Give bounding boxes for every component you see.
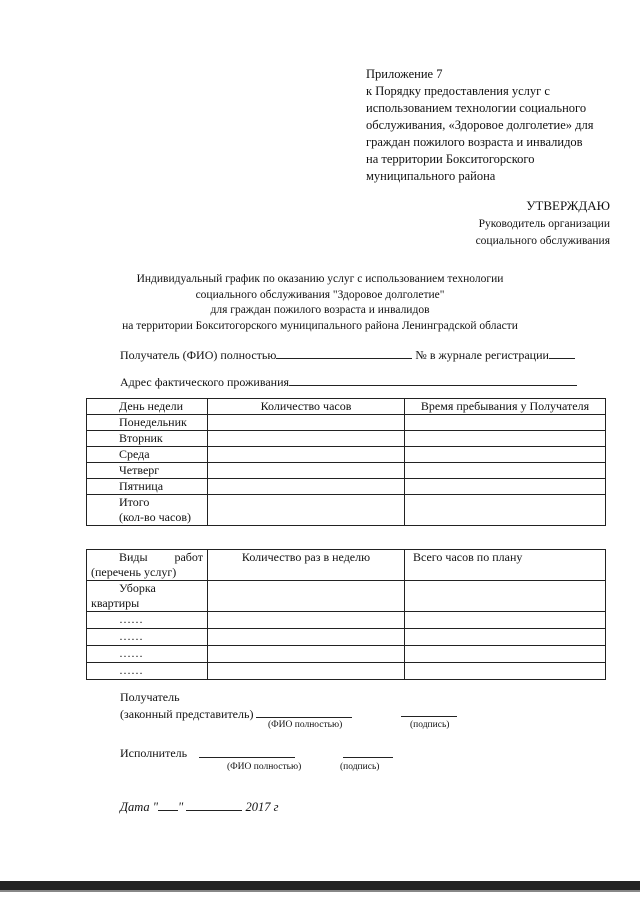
hours-cell[interactable]	[208, 431, 405, 447]
day-cell: Пятница	[87, 479, 208, 495]
approval-title: УТВЕРЖДАЮ	[526, 198, 610, 213]
table-row	[87, 646, 606, 663]
table-row	[87, 629, 606, 646]
recipient-signature-label: Получатель	[120, 690, 180, 704]
time-cell[interactable]	[405, 431, 606, 447]
title-line: на территории Бокситогорского муниципального района Ленинградской области	[122, 319, 518, 332]
approval-line: Руководитель организации	[478, 218, 610, 230]
service-name: квартиры	[91, 596, 140, 610]
table-header-row	[87, 550, 606, 581]
document-title	[0, 272, 640, 334]
hours-cell[interactable]	[208, 447, 405, 463]
table-row	[87, 463, 606, 479]
total-label: Итого	[119, 495, 150, 509]
column-header	[87, 550, 208, 581]
recipient-signature-field[interactable]	[401, 716, 457, 717]
hours-cell[interactable]	[208, 463, 405, 479]
date-year: 2017 г	[245, 800, 279, 814]
total-hours-cell[interactable]	[208, 495, 405, 526]
column-header: Всего часов по плану	[405, 550, 606, 581]
date-quote: "	[178, 800, 184, 814]
address-row	[120, 374, 577, 390]
representative-label: (законный представитель)	[120, 707, 254, 721]
appendix-line: использованием технологии социального	[366, 101, 587, 115]
address-field[interactable]	[289, 374, 577, 386]
total-cell	[87, 495, 208, 526]
table-row	[87, 447, 606, 463]
table-row	[87, 663, 606, 680]
time-cell[interactable]	[405, 479, 606, 495]
scan-edge	[0, 881, 640, 890]
date-month-field[interactable]	[186, 799, 242, 811]
journal-number-field[interactable]	[549, 347, 575, 359]
times-per-week-cell[interactable]	[208, 629, 405, 646]
appendix-line: к Порядку предоставления услуг с	[366, 84, 550, 98]
fio-caption: (ФИО полностью)	[268, 720, 343, 730]
table-row	[87, 479, 606, 495]
service-cell: ……	[87, 629, 208, 646]
recipient-fio-field[interactable]	[256, 706, 352, 718]
appendix-line: граждан пожилого возраста и инвалидов	[366, 135, 583, 149]
journal-label: № в журнале регистрации	[415, 348, 549, 362]
executor-signature-field[interactable]	[343, 757, 393, 758]
appendix-line: муниципального района	[366, 169, 496, 183]
table-row	[87, 415, 606, 431]
date-row	[120, 799, 279, 815]
times-per-week-cell[interactable]	[208, 663, 405, 680]
header-word: работ	[174, 550, 203, 564]
signature-caption: (подпись)	[410, 720, 450, 730]
hours-cell[interactable]	[208, 479, 405, 495]
time-cell[interactable]	[405, 415, 606, 431]
recipient-label: Получатель (ФИО) полностью	[120, 348, 277, 362]
time-cell[interactable]	[405, 447, 606, 463]
title-line: Индивидуальный график по оказанию услуг с использованием технологии	[136, 273, 504, 285]
scan-edge	[0, 890, 640, 892]
column-header: День недели	[87, 399, 208, 415]
hours-cell[interactable]	[208, 415, 405, 431]
table-row	[87, 612, 606, 629]
title-line: социального обслуживания "Здоровое долголетие"	[195, 288, 445, 301]
appendix-header	[366, 66, 593, 185]
title-line: для граждан пожилого возраста и инвалидов	[210, 304, 430, 316]
service-cell: ……	[87, 646, 208, 663]
day-cell: Понедельник	[87, 415, 208, 431]
column-header: Количество раз в неделю	[208, 550, 405, 581]
schedule-table	[86, 398, 606, 526]
appendix-line: обслуживания, «Здоровое долголетие» для	[366, 118, 594, 132]
header-word: (перечень услуг)	[91, 565, 177, 579]
executor-fio-field[interactable]	[199, 757, 295, 758]
total-hours-cell[interactable]	[405, 581, 606, 612]
table-row	[87, 431, 606, 447]
total-hours-cell[interactable]	[405, 646, 606, 663]
day-cell: Вторник	[87, 431, 208, 447]
service-name: Уборка	[119, 581, 156, 595]
total-row	[87, 495, 606, 526]
service-cell: ……	[87, 612, 208, 629]
total-hours-cell[interactable]	[405, 612, 606, 629]
recipient-row	[120, 347, 575, 363]
total-hours-cell[interactable]	[405, 629, 606, 646]
total-time-cell[interactable]	[405, 495, 606, 526]
approval-line: социального обслуживания	[475, 235, 610, 247]
executor-label: Исполнитель	[120, 746, 188, 760]
total-sublabel: (кол-во часов)	[119, 510, 191, 524]
column-header: Время пребывания у Получателя	[405, 399, 606, 415]
recipient-name-field[interactable]	[276, 347, 412, 359]
appendix-line: на территории Бокситогорского	[366, 152, 535, 166]
appendix-line: Приложение 7	[366, 67, 443, 81]
service-cell: ……	[87, 663, 208, 680]
table-row	[87, 581, 606, 612]
times-per-week-cell[interactable]	[208, 646, 405, 663]
total-hours-cell[interactable]	[405, 663, 606, 680]
time-cell[interactable]	[405, 463, 606, 479]
times-per-week-cell[interactable]	[208, 581, 405, 612]
date-prefix: Дата "	[120, 800, 159, 814]
column-header: Количество часов	[208, 399, 405, 415]
day-cell: Четверг	[87, 463, 208, 479]
signature-caption: (подпись)	[340, 762, 380, 772]
table-header-row	[87, 399, 606, 415]
address-label: Адрес фактического проживания	[120, 375, 290, 389]
services-table	[86, 549, 606, 680]
service-cell	[87, 581, 208, 612]
header-word: Виды	[119, 550, 148, 564]
times-per-week-cell[interactable]	[208, 612, 405, 629]
fio-caption: (ФИО полностью)	[227, 762, 302, 772]
day-cell: Среда	[87, 447, 208, 463]
approval-block	[476, 197, 610, 250]
date-day-field[interactable]	[158, 799, 178, 811]
